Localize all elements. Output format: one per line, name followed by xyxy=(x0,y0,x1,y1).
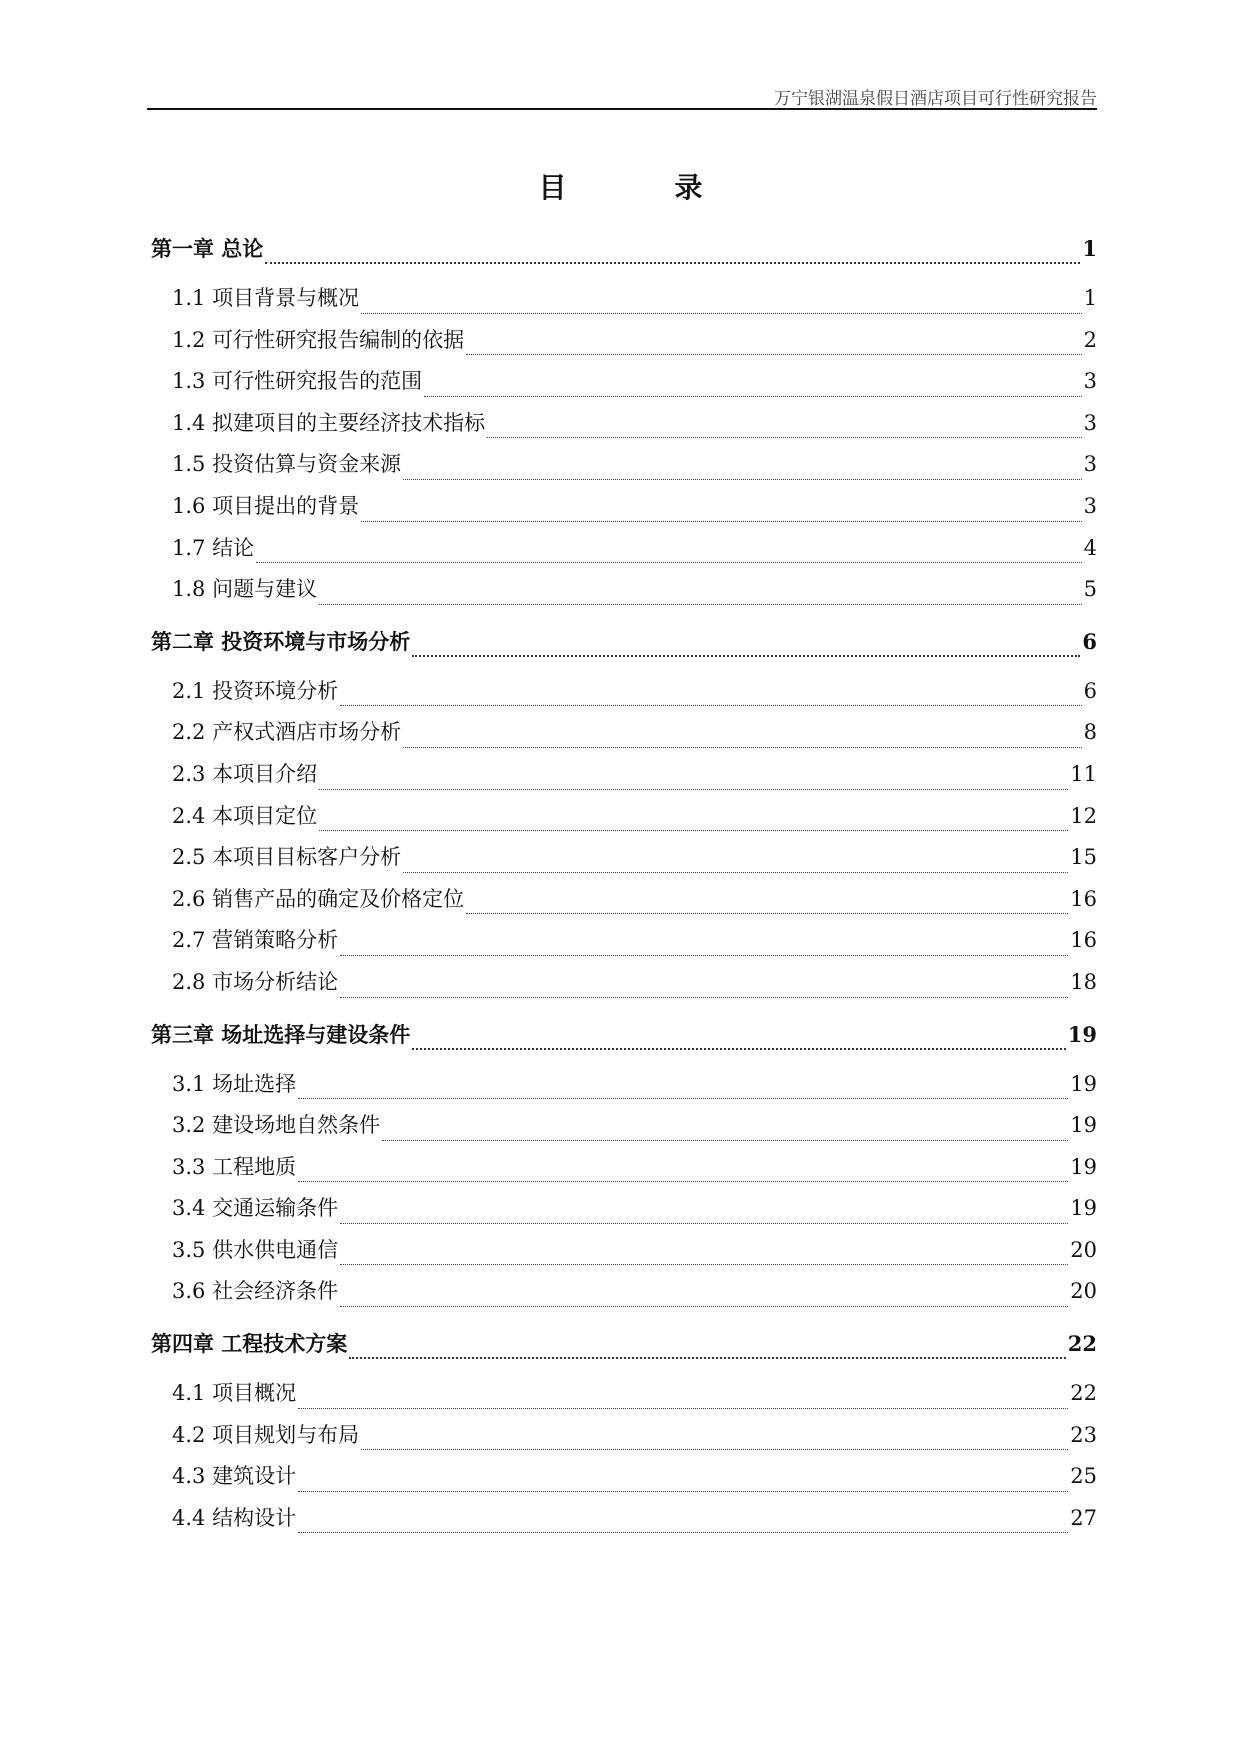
dot-leader xyxy=(340,1223,1068,1224)
toc-section-entry[interactable] xyxy=(151,444,1097,486)
section-title: 3.5 供水供电通信 xyxy=(172,1237,339,1262)
dot-leader xyxy=(412,1048,1065,1050)
toc-chapter-entry[interactable] xyxy=(151,1014,1097,1056)
section-title: 2.3 本项目介绍 xyxy=(172,761,318,786)
section-title: 2.2 产权式酒店市场分析 xyxy=(172,720,402,745)
page-number: 12 xyxy=(1070,803,1097,828)
toc-section-entry[interactable] xyxy=(151,754,1097,796)
section-title: 4.1 项目概况 xyxy=(172,1381,297,1406)
dot-leader xyxy=(298,1098,1068,1099)
section-title: 2.4 本项目定位 xyxy=(172,803,318,828)
toc-section-entry[interactable] xyxy=(151,920,1097,962)
dot-leader xyxy=(340,705,1082,706)
page-number: 11 xyxy=(1070,761,1097,786)
toc-section-entry[interactable] xyxy=(151,1230,1097,1272)
dot-leader xyxy=(298,1181,1068,1182)
page-number: 19 xyxy=(1070,1196,1097,1221)
section-title: 2.8 市场分析结论 xyxy=(172,969,339,994)
section-title: 3.4 交通运输条件 xyxy=(172,1196,339,1221)
page-number: 22 xyxy=(1067,1331,1097,1357)
dot-leader xyxy=(256,562,1082,563)
toc-section-entry[interactable] xyxy=(151,1415,1097,1457)
header-rule xyxy=(147,108,1097,110)
section-title: 2.6 销售产品的确定及价格定位 xyxy=(172,886,465,911)
page-number: 3 xyxy=(1083,452,1097,477)
page-number: 23 xyxy=(1070,1422,1097,1447)
page-number: 1 xyxy=(1083,286,1097,310)
running-header: 万宁银湖温泉假日酒店项目可行性研究报告 xyxy=(774,89,1097,109)
page-number: 16 xyxy=(1070,886,1097,911)
section-title: 1.7 结论 xyxy=(172,535,255,560)
dot-leader xyxy=(349,1357,1065,1359)
section-title: 3.1 场址选择 xyxy=(172,1071,297,1096)
toc-section-entry[interactable] xyxy=(151,403,1097,445)
toc-section-entry[interactable] xyxy=(151,278,1097,320)
dot-leader xyxy=(403,479,1082,480)
dot-leader xyxy=(466,354,1082,355)
toc-section-entry[interactable] xyxy=(151,1456,1097,1498)
section-title: 4.2 项目规划与布局 xyxy=(172,1422,360,1447)
section-title: 1.4 拟建项目的主要经济技术指标 xyxy=(172,410,486,435)
page-number: 19 xyxy=(1070,1154,1097,1179)
dot-leader xyxy=(265,262,1080,264)
chapter-title: 第三章 场址选择与建设条件 xyxy=(151,1022,411,1047)
section-title: 2.5 本项目目标客户分析 xyxy=(172,845,402,870)
dot-leader xyxy=(412,655,1080,657)
section-title: 3.2 建设场地自然条件 xyxy=(172,1113,381,1138)
section-title: 3.3 工程地质 xyxy=(172,1154,297,1179)
dot-leader xyxy=(298,1532,1068,1533)
table-of-contents xyxy=(151,228,1097,1539)
dot-leader xyxy=(319,830,1068,831)
section-title: 1.6 项目提出的背景 xyxy=(172,493,360,518)
section-title: 2.7 营销策略分析 xyxy=(172,928,339,953)
dot-leader xyxy=(424,396,1082,397)
dot-leader xyxy=(382,1140,1068,1141)
toc-section-entry[interactable] xyxy=(151,879,1097,921)
section-title: 2.1 投资环境分析 xyxy=(172,678,339,703)
dot-leader xyxy=(340,1306,1068,1307)
page-number: 5 xyxy=(1083,577,1097,602)
chapter-title: 第二章 投资环境与市场分析 xyxy=(151,629,411,654)
dot-leader xyxy=(340,997,1068,998)
dot-leader xyxy=(298,1491,1068,1492)
toc-section-entry[interactable] xyxy=(151,486,1097,528)
toc-section-entry[interactable] xyxy=(151,320,1097,362)
page-number: 4 xyxy=(1083,535,1097,560)
chapter-title: 第一章 总论 xyxy=(151,237,264,261)
dot-leader xyxy=(466,913,1068,914)
dot-leader xyxy=(340,1264,1068,1265)
page-number: 6 xyxy=(1082,628,1097,654)
section-title: 4.4 结构设计 xyxy=(172,1505,297,1530)
section-title: 4.3 建筑设计 xyxy=(172,1464,297,1489)
section-title: 1.1 项目背景与概况 xyxy=(172,286,360,310)
section-title: 1.2 可行性研究报告编制的依据 xyxy=(172,327,465,352)
toc-section-entry[interactable] xyxy=(151,796,1097,838)
toc-chapter-entry[interactable] xyxy=(151,621,1097,663)
dot-leader xyxy=(361,1449,1068,1450)
page-number: 19 xyxy=(1067,1021,1097,1047)
dot-leader xyxy=(403,747,1082,748)
page-number: 3 xyxy=(1083,369,1097,394)
toc-chapter-entry[interactable] xyxy=(151,228,1097,270)
dot-leader xyxy=(298,1408,1068,1409)
dot-leader xyxy=(361,521,1082,522)
toc-section-entry[interactable] xyxy=(151,712,1097,754)
page-number: 2 xyxy=(1083,327,1097,352)
toc-section-entry[interactable] xyxy=(151,1105,1097,1147)
toc-section-entry[interactable] xyxy=(151,528,1097,570)
section-title: 1.8 问题与建议 xyxy=(172,577,318,602)
dot-leader xyxy=(319,789,1068,790)
page-number: 20 xyxy=(1070,1237,1097,1262)
toc-section-entry[interactable] xyxy=(151,569,1097,611)
toc-section-entry[interactable] xyxy=(151,962,1097,1004)
toc-section-entry[interactable] xyxy=(151,1147,1097,1189)
toc-section-entry[interactable] xyxy=(151,1373,1097,1415)
section-title: 1.5 投资估算与资金来源 xyxy=(172,452,402,477)
toc-section-entry[interactable] xyxy=(151,1188,1097,1230)
dot-leader xyxy=(403,872,1068,873)
toc-section-entry[interactable] xyxy=(151,1271,1097,1313)
dot-leader xyxy=(340,955,1068,956)
page-number: 20 xyxy=(1070,1279,1097,1304)
page-number: 25 xyxy=(1070,1464,1097,1489)
page-number: 27 xyxy=(1070,1505,1097,1530)
toc-chapter-entry[interactable] xyxy=(151,1323,1097,1365)
toc-section-entry[interactable] xyxy=(151,1064,1097,1106)
page-number: 18 xyxy=(1070,969,1097,994)
section-title: 1.3 可行性研究报告的范围 xyxy=(172,369,423,394)
page-number: 3 xyxy=(1083,493,1097,518)
page-number: 3 xyxy=(1083,410,1097,435)
page-number: 6 xyxy=(1083,678,1097,703)
toc-section-entry[interactable] xyxy=(151,361,1097,403)
page-number: 19 xyxy=(1070,1071,1097,1096)
dot-leader xyxy=(361,313,1082,314)
page-number: 1 xyxy=(1082,236,1097,261)
page-number: 16 xyxy=(1070,928,1097,953)
section-title: 3.6 社会经济条件 xyxy=(172,1279,339,1304)
page-number: 22 xyxy=(1070,1381,1097,1406)
dot-leader xyxy=(487,437,1082,438)
toc-section-entry[interactable] xyxy=(151,671,1097,713)
toc-section-entry[interactable] xyxy=(151,837,1097,879)
chapter-title: 第四章 工程技术方案 xyxy=(151,1332,348,1357)
dot-leader xyxy=(319,604,1082,605)
page-number: 15 xyxy=(1070,845,1097,870)
toc-title: 目 录 xyxy=(538,171,743,204)
page-number: 8 xyxy=(1083,720,1097,745)
toc-section-entry[interactable] xyxy=(151,1498,1097,1540)
page-number: 19 xyxy=(1070,1113,1097,1138)
